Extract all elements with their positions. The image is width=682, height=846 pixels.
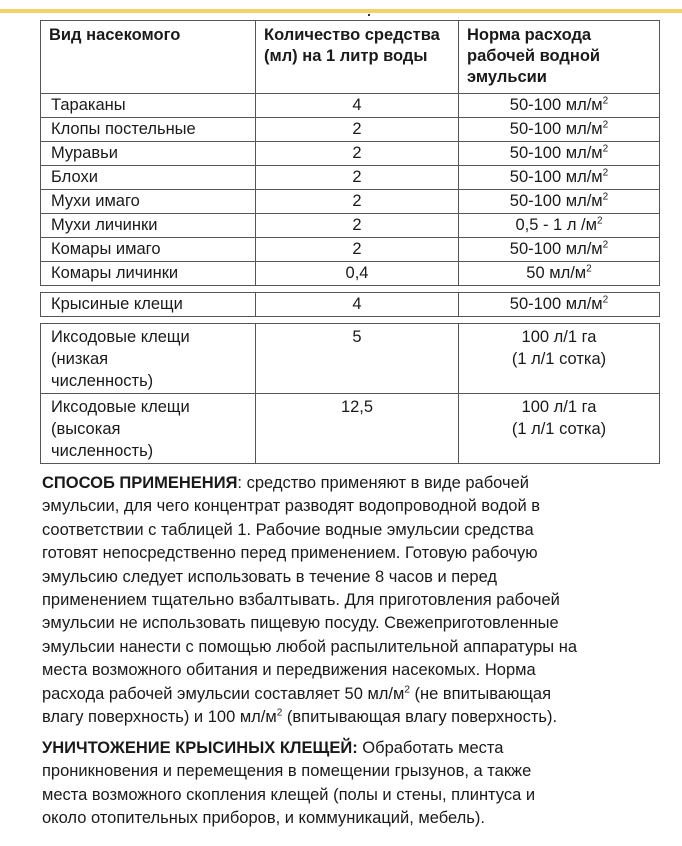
table-row [41, 166, 660, 190]
cell-amount: 2 [256, 238, 459, 262]
cell-insect: Крысиные клещи [41, 293, 256, 317]
method-sup: 2 [276, 707, 283, 719]
rate-sup: 2 [602, 167, 609, 179]
dosage-table [40, 20, 660, 464]
table-gap [41, 317, 660, 324]
method-line: готовят непосредственно перед применением. Готовую рабочую [42, 544, 538, 563]
table-row [41, 262, 660, 286]
table-row-rat-mites [41, 293, 660, 317]
insect-line: (низкая [51, 350, 109, 368]
rate-sup: 2 [602, 143, 609, 155]
method-paragraph [42, 472, 662, 729]
insect-line: Иксодовые клещи [51, 328, 190, 346]
rate-sup: 2 [602, 294, 609, 306]
rat-line-text: Обработать места [357, 739, 504, 757]
rate-text: 50 мл/м [526, 264, 587, 282]
rate-text: 50-100 мл/м [509, 96, 603, 114]
rate-text: 50-100 мл/м [509, 295, 603, 313]
insect-line: численность) [51, 372, 154, 390]
rate-text: 50-100 мл/м [509, 144, 603, 162]
rate-text: 50-100 мл/м [509, 192, 603, 210]
cell-rate [459, 324, 660, 394]
header-rate: Норма расхода рабочей водной эмульсии [459, 21, 660, 94]
cell-amount: 2 [256, 190, 459, 214]
cell-rate [459, 118, 660, 142]
cell-rate [459, 94, 660, 118]
cell-amount: 2 [256, 142, 459, 166]
rat-line: около отопительных приборов, и коммуникаций, мебель). [42, 809, 485, 828]
cell-rate [459, 394, 660, 464]
rat-heading: УНИЧТОЖЕНИЕ КРЫСИНЫХ КЛЕЩЕЙ: [42, 739, 358, 757]
table-row [41, 118, 660, 142]
rate-sup: 2 [586, 263, 592, 275]
cell-amount: 2 [256, 214, 459, 238]
insect-line: Иксодовые клещи [51, 398, 190, 416]
cell-insect [41, 394, 256, 464]
insect-line: (высокая [51, 420, 121, 438]
cell-rate [459, 214, 660, 238]
cell-insect: Комары личинки [41, 262, 256, 286]
header-insect: Вид насекомого [41, 21, 256, 94]
cell-rate [459, 190, 660, 214]
method-line: эмульсию следует использовать в течение 8 часов и перед [42, 567, 498, 586]
insect-line: численность) [51, 442, 154, 460]
rat-mites-paragraph [42, 737, 662, 831]
method-line: соответствии с таблицей 1. Рабочие водные эмульсии средства [42, 520, 534, 539]
rate-sup: 2 [602, 119, 609, 131]
table-row [41, 94, 660, 118]
cell-rate [459, 262, 660, 286]
method-sup: 2 [404, 684, 410, 696]
table-row-ixodes-low [41, 324, 660, 394]
rate-line: 100 л/1 га [521, 328, 597, 346]
rat-line: проникновения и перемещения в помещении грызунов, а также [42, 762, 532, 781]
method-line-text: (впитывающая влагу поверхность). [282, 708, 558, 727]
rate-text: 50-100 мл/м [509, 168, 603, 186]
cell-insect [41, 324, 256, 394]
method-line-text: : средство применяют в виде рабочей [237, 474, 529, 492]
method-line: места возможного обитания и передвижения насекомых. Норма [42, 661, 536, 680]
cell-amount: 2 [256, 166, 459, 190]
cell-rate [459, 238, 660, 262]
method-line-text: (не впитывающая [409, 684, 552, 703]
method-line [42, 683, 662, 706]
rate-line: (1 л/1 сотка) [511, 350, 607, 368]
method-line: эмульсии, для чего концентрат разводят водопроводной водой в [42, 497, 541, 516]
rat-line: места возможного скопления клещей (полы и стены, плинтуса и [42, 785, 536, 804]
table-row [41, 142, 660, 166]
cell-amount: 4 [256, 293, 459, 317]
method-line: эмульсии не использовать пищевую посуду. Свежеприготовленные [42, 614, 559, 633]
method-heading: СПОСОБ ПРИМЕНЕНИЯ [42, 474, 238, 492]
method-line-text: расхода рабочей эмульсии составляет 50 мл/м [42, 684, 405, 703]
cell-rate [459, 142, 660, 166]
table-row-ixodes-high [41, 394, 660, 464]
top-accent-bar [0, 9, 682, 13]
method-line: эмульсии нанести с помощью любой распылительной аппаратуры на [42, 637, 578, 656]
rate-text: 0,5 - 1 л /м [515, 216, 597, 234]
cell-amount: 0,4 [256, 262, 459, 286]
rat-line [42, 737, 662, 760]
table-header-row [41, 21, 660, 94]
table-row [41, 214, 660, 238]
table-gap [41, 286, 660, 293]
cell-insect: Мухи имаго [41, 190, 256, 214]
cell-amount: 12,5 [256, 394, 459, 464]
cell-insect: Мухи личинки [41, 214, 256, 238]
cell-insect: Комары имаго [41, 238, 256, 262]
stray-dot [368, 14, 370, 16]
cell-insect: Блохи [41, 166, 256, 190]
table-row [41, 190, 660, 214]
cell-rate [459, 293, 660, 317]
rate-line: (1 л/1 сотка) [511, 420, 607, 438]
rate-sup: 2 [602, 191, 609, 203]
method-line: применением тщательно взбалтывать. Для приготовления рабочей [42, 591, 560, 610]
cell-amount: 2 [256, 118, 459, 142]
method-line [42, 706, 662, 729]
table-row [41, 238, 660, 262]
cell-amount: 5 [256, 324, 459, 394]
method-line [42, 472, 662, 495]
cell-insect: Клопы постельные [41, 118, 256, 142]
rate-sup: 2 [596, 215, 603, 227]
cell-insect: Тараканы [41, 94, 256, 118]
method-line-text: влагу поверхность) и 100 мл/м [42, 708, 277, 727]
rate-sup: 2 [602, 239, 609, 251]
rate-line: 100 л/1 га [521, 398, 597, 416]
rate-sup: 2 [602, 95, 609, 107]
cell-rate [459, 166, 660, 190]
rate-text: 50-100 мл/м [509, 240, 603, 258]
cell-amount: 4 [256, 94, 459, 118]
header-amount: Количество средства (мл) на 1 литр воды [256, 21, 459, 94]
rate-text: 50-100 мл/м [509, 120, 603, 138]
cell-insect: Муравьи [41, 142, 256, 166]
